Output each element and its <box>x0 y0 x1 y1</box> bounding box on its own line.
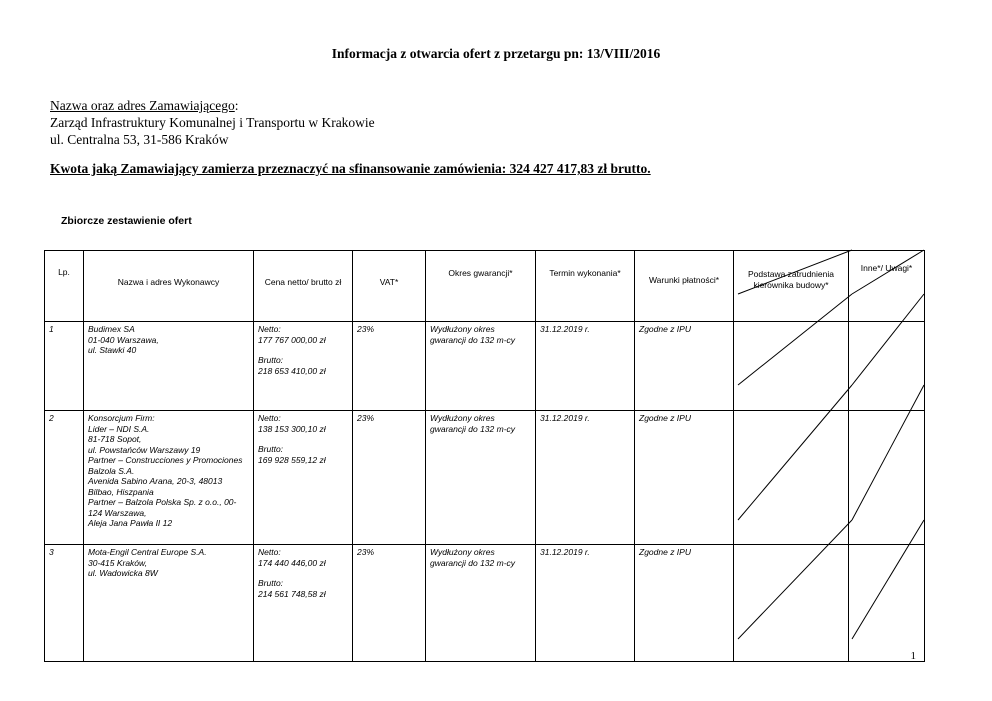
header-payment: Warunki płatności* <box>635 251 734 322</box>
netto-label: Netto: <box>258 413 281 423</box>
cell-deadline: 31.12.2019 r. <box>536 322 635 411</box>
contractor-line: Aleja Jana Pawła II 12 <box>88 518 173 528</box>
brutto-label: Brutto: <box>258 578 284 588</box>
cell-lp: 2 <box>45 411 84 545</box>
contractor-line: Lider – NDI S.A. <box>88 423 150 434</box>
contractor-line: ul. Stawki 40 <box>88 345 137 355</box>
page-number: 1 <box>910 650 916 662</box>
contractor-line: Partner – Balzola Polska Sp. z o.o., 00-124 Warszawa, <box>88 497 237 518</box>
header-other: Inne*/ Uwagi* <box>849 251 925 322</box>
header-warranty: Okres gwarancji* <box>426 251 536 322</box>
addressee-name: Zarząd Infrastruktury Komunalnej i Transportu w Krakowie <box>50 115 375 130</box>
addressee-block <box>50 97 375 148</box>
cell-employment <box>734 411 849 545</box>
cell-contractor <box>84 411 254 545</box>
cell-other <box>849 411 925 545</box>
cell-price <box>254 545 353 662</box>
cell-price <box>254 322 353 411</box>
cell-vat: 23% <box>353 411 426 545</box>
brutto-value: 218 653 410,00 zł <box>258 365 326 376</box>
table-header-row <box>45 251 925 322</box>
addressee-colon: : <box>234 98 239 113</box>
contractor-line: ul. Wadowicka 8W <box>88 568 158 578</box>
table-row <box>45 322 925 411</box>
contractor-line: Konsorcjum Firm: <box>88 413 155 423</box>
cell-payment: Zgodne z IPU <box>635 545 734 662</box>
brutto-label: Brutto: <box>258 355 284 365</box>
contractor-line: Avenida Sabino Arana, 20-3, 48013 Bilbao, Hiszpania <box>88 476 223 497</box>
netto-label: Netto: <box>258 547 281 557</box>
summary-title: Zbiorcze zestawienie ofert <box>61 215 192 227</box>
contractor-line: 01-040 Warszawa, <box>88 334 159 345</box>
cell-payment: Zgodne z IPU <box>635 322 734 411</box>
netto-value: 177 767 000,00 zł <box>258 334 326 345</box>
cell-warranty: Wydłużony okres gwarancji do 132 m-cy <box>426 322 536 411</box>
contractor-line: Partner – Construcciones y Promociones Balzola S.A. <box>88 455 243 476</box>
cell-other <box>849 545 925 662</box>
netto-value: 174 440 446,00 zł <box>258 557 326 568</box>
cell-lp: 3 <box>45 545 84 662</box>
cell-deadline: 31.12.2019 r. <box>536 411 635 545</box>
cell-other <box>849 322 925 411</box>
document-title: Informacja z otwarcia ofert z przetargu pn: 13/VIII/2016 <box>331 46 661 61</box>
cell-contractor <box>84 322 254 411</box>
header-lp: Lp. <box>45 251 84 322</box>
cell-vat: 23% <box>353 322 426 411</box>
table-row <box>45 545 925 662</box>
contractor-line: ul. Powstańców Warszawy 19 <box>88 444 201 455</box>
header-contractor: Nazwa i adres Wykonawcy <box>84 251 254 322</box>
cell-payment: Zgodne z IPU <box>635 411 734 545</box>
netto-value: 138 153 300,10 zł <box>258 423 326 434</box>
contractor-line: Mota-Engil Central Europe S.A. <box>88 547 207 557</box>
addressee-heading <box>50 97 375 114</box>
brutto-label: Brutto: <box>258 444 284 454</box>
budget-amount: Kwota jaką Zamawiający zamierza przeznaczyć na sfinansowanie zamówienia: 324 427 417,83 zł brutto. <box>50 161 651 176</box>
cell-vat: 23% <box>353 545 426 662</box>
cell-lp: 1 <box>45 322 84 411</box>
header-price: Cena netto/ brutto zł <box>254 251 353 322</box>
contractor-line: 81-718 Sopot, <box>88 434 142 444</box>
cell-price <box>254 411 353 545</box>
header-vat: VAT* <box>353 251 426 322</box>
netto-label: Netto: <box>258 324 281 334</box>
cell-deadline: 31.12.2019 r. <box>536 545 635 662</box>
contractor-line: 30-415 Kraków, <box>88 557 148 568</box>
cell-warranty: Wydłużony okres gwarancji do 132 m-cy <box>426 411 536 545</box>
header-employment: Podstawa zatrudnienia kierownika budowy* <box>734 251 849 322</box>
offers-table <box>44 250 925 662</box>
brutto-value: 214 561 748,58 zł <box>258 588 326 599</box>
cell-employment <box>734 322 849 411</box>
brutto-value: 169 928 559,12 zł <box>258 454 326 465</box>
addressee-label: Nazwa oraz adres Zamawiającego <box>50 98 235 113</box>
table-row <box>45 411 925 545</box>
addressee-street: ul. Centralna 53, 31-586 Kraków <box>50 132 229 147</box>
header-deadline: Termin wykonania* <box>536 251 635 322</box>
cell-contractor <box>84 545 254 662</box>
cell-employment <box>734 545 849 662</box>
cell-warranty: Wydłużony okres gwarancji do 132 m-cy <box>426 545 536 662</box>
contractor-line: Budimex SA <box>88 324 135 334</box>
